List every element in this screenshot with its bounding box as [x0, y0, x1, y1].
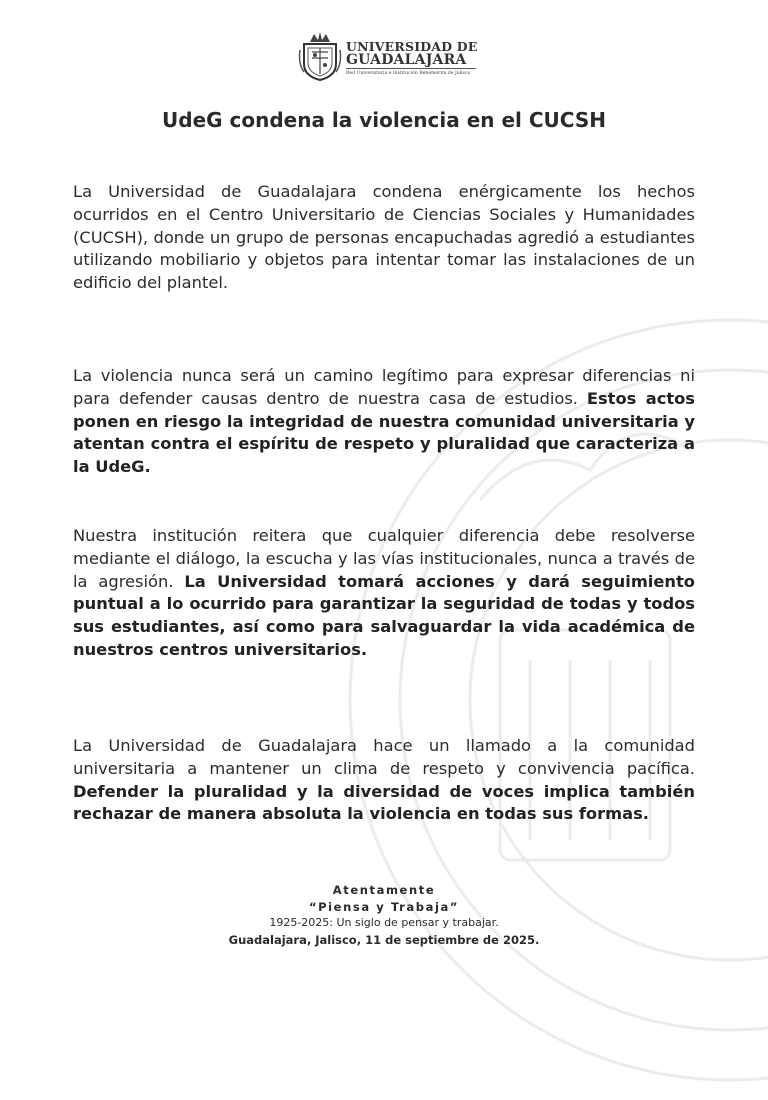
paragraph-4-text: La Universidad de Guadalajara hace un llamado a la comunidad universitaria a mantener un clima de respeto y convivencia pacífica.	[73, 736, 695, 778]
paragraph-4	[73, 735, 695, 826]
page-title: UdeG condena la violencia en el CUCSH	[162, 108, 606, 132]
paragraph-2-bold: Estos actos ponen en riesgo la integridad de nuestra comunidad universitaria y atentan contra el espíritu de respeto y pluralidad que caracteriza a la UdeG.	[73, 388, 695, 477]
paragraph-3	[73, 525, 695, 662]
closing-centennial: 1925-2025: Un siglo de pensar y trabajar.	[269, 916, 499, 929]
closing-place-date: Guadalajara, Jalisco, 11 de septiembre de 2025.	[228, 932, 540, 947]
paragraph-3-bold: La Universidad tomará acciones y dará seguimiento puntual a lo ocurrido para garantizar la seguridad de todas y todos sus estudiantes, así como para salvaguardar la vida académica de nuestros centros universitarios.	[73, 571, 695, 659]
paragraph-1-text: La Universidad de Guadalajara condena enérgicamente los hechos ocurridos en el Centro Universitario de Ciencias Sociales y Humanidades (CUCSH), donde un grupo de personas encapuchadas agredió a estudiantes utilizando mobiliario y objetos para intentar tomar las instalaciones de un edificio del plantel.	[73, 182, 695, 293]
closing-signature	[0, 882, 768, 948]
closing-motto: “Piensa y Trabaja”	[308, 899, 460, 914]
university-seal-icon	[298, 30, 342, 82]
university-logo	[298, 30, 478, 84]
paragraph-2	[73, 365, 695, 479]
org-name	[346, 40, 478, 68]
paragraph-3-text: Nuestra institución reitera que cualquier diferencia debe resolverse mediante el diálogo, la escucha y las vías institucionales, nunca a través de la agresión.	[73, 526, 695, 591]
org-subtitle: Red Universitaria e Institución Benemérita de Jalisco	[346, 68, 476, 76]
paragraph-4-bold: Defender la pluralidad y la diversidad de voces implica también rechazar de manera absoluta la violencia en todas sus formas.	[73, 781, 695, 824]
paragraph-2-text: La violencia nunca será un camino legítimo para expresar diferencias ni para defender causas dentro de nuestra casa de estudios.	[73, 366, 695, 408]
org-name-line2: GUADALAJARA	[346, 52, 467, 68]
closing-salutation: Atentamente	[332, 883, 436, 897]
paragraph-1	[73, 181, 695, 295]
org-name-line1: UNIVERSIDAD DE	[346, 39, 478, 54]
